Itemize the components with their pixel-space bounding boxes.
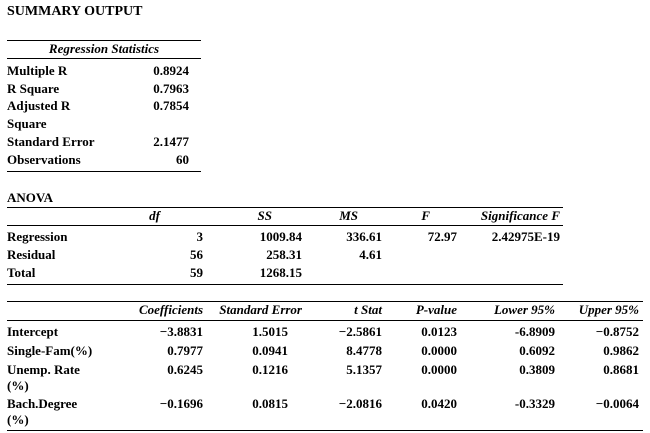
regstats-value: 60 — [176, 152, 189, 167]
regstats-value: 0.8924 — [153, 63, 189, 78]
coef-col-header: Coefficients — [138, 302, 203, 317]
coef-cell: 0.6245 — [167, 362, 203, 377]
anova-col-header: MS — [339, 208, 358, 223]
regstats-label: Multiple R — [7, 63, 68, 78]
coef-col-header: Lower 95% — [493, 302, 555, 317]
regstats-label: R Square — [7, 81, 60, 96]
coef-cell: −0.0064 — [595, 396, 639, 411]
anova-row-label: Residual — [7, 247, 56, 262]
anova-col-header: F — [421, 208, 430, 223]
anova-title: ANOVA — [7, 190, 53, 205]
coef-row-label: Single-Fam(%) — [7, 343, 93, 358]
coef-row-label: Bach.Degree — [7, 396, 78, 411]
coef-cell: 8.4778 — [346, 343, 382, 358]
coef-col-header: Standard Error — [219, 302, 302, 317]
anova-col-header: Significance F — [480, 208, 560, 223]
coef-cell: 0.0941 — [252, 343, 288, 358]
coef-cell: 0.0000 — [421, 362, 457, 377]
regstats-label: Observations — [7, 152, 81, 167]
regstats-bottom-rule — [7, 171, 201, 172]
anova-row-label: Regression — [7, 229, 68, 244]
coef-cell: 0.3809 — [519, 362, 555, 377]
coef-row-label: Unemp. Rate — [7, 362, 80, 377]
anova-cell: 4.61 — [359, 247, 382, 262]
coef-cell: 1.5015 — [252, 324, 288, 339]
regstats-header-rule — [7, 58, 201, 59]
anova-cell: 56 — [190, 247, 203, 262]
anova-cell: 3 — [196, 229, 203, 244]
regstats-value: 0.7963 — [153, 81, 189, 96]
anova-cell: 336.61 — [346, 229, 382, 244]
anova-cell: 1268.15 — [259, 265, 302, 280]
anova-col-header: df — [149, 208, 160, 223]
regstats-label: Adjusted R — [7, 98, 71, 113]
coef-cell: 0.7977 — [167, 343, 203, 358]
coef-header-rule — [7, 320, 643, 321]
coef-cell: 0.6092 — [519, 343, 555, 358]
coef-cell: −2.0816 — [338, 396, 382, 411]
anova-cell: 258.31 — [266, 247, 302, 262]
coef-row-label-cont: (%) — [7, 412, 29, 427]
page-title: SUMMARY OUTPUT — [7, 4, 143, 19]
coef-col-header: P-value — [415, 302, 457, 317]
anova-cell: 1009.84 — [259, 229, 302, 244]
anova-header-rule — [7, 225, 563, 226]
regstats-label: Square — [7, 116, 47, 131]
regstats-value: 2.1477 — [153, 134, 189, 149]
coef-cell: 0.9862 — [603, 343, 639, 358]
coef-col-header: t Stat — [354, 302, 382, 317]
coef-cell: −0.1696 — [159, 396, 203, 411]
anova-row-label: Total — [7, 265, 36, 280]
anova-cell: 72.97 — [427, 229, 457, 244]
anova-bottom-rule — [7, 284, 563, 285]
anova-cell: 59 — [190, 265, 203, 280]
coef-cell: -6.8909 — [514, 324, 555, 339]
coef-cell: −3.8831 — [159, 324, 203, 339]
coef-cell: 0.1216 — [252, 362, 288, 377]
coef-cell: 0.8681 — [603, 362, 639, 377]
coef-cell: 0.0000 — [421, 343, 457, 358]
coef-cell: 5.1357 — [346, 362, 382, 377]
coef-cell: 0.0420 — [421, 396, 457, 411]
regstats-header: Regression Statistics — [48, 41, 160, 56]
coef-col-header: Upper 95% — [578, 302, 639, 317]
coef-cell: −0.8752 — [595, 324, 639, 339]
anova-col-header: SS — [257, 208, 272, 223]
anova-cell: 2.42975E-19 — [491, 229, 560, 244]
coef-cell: -0.3329 — [514, 396, 555, 411]
coef-cell: 0.0123 — [421, 324, 457, 339]
coef-row-label-cont: (%) — [7, 378, 29, 393]
coef-row-label: Intercept — [7, 324, 59, 339]
regstats-value: 0.7854 — [153, 98, 189, 113]
regstats-label: Standard Error — [7, 134, 95, 149]
coef-cell: 0.0815 — [252, 396, 288, 411]
coef-bottom-rule — [7, 430, 643, 431]
coef-cell: −2.5861 — [338, 324, 382, 339]
